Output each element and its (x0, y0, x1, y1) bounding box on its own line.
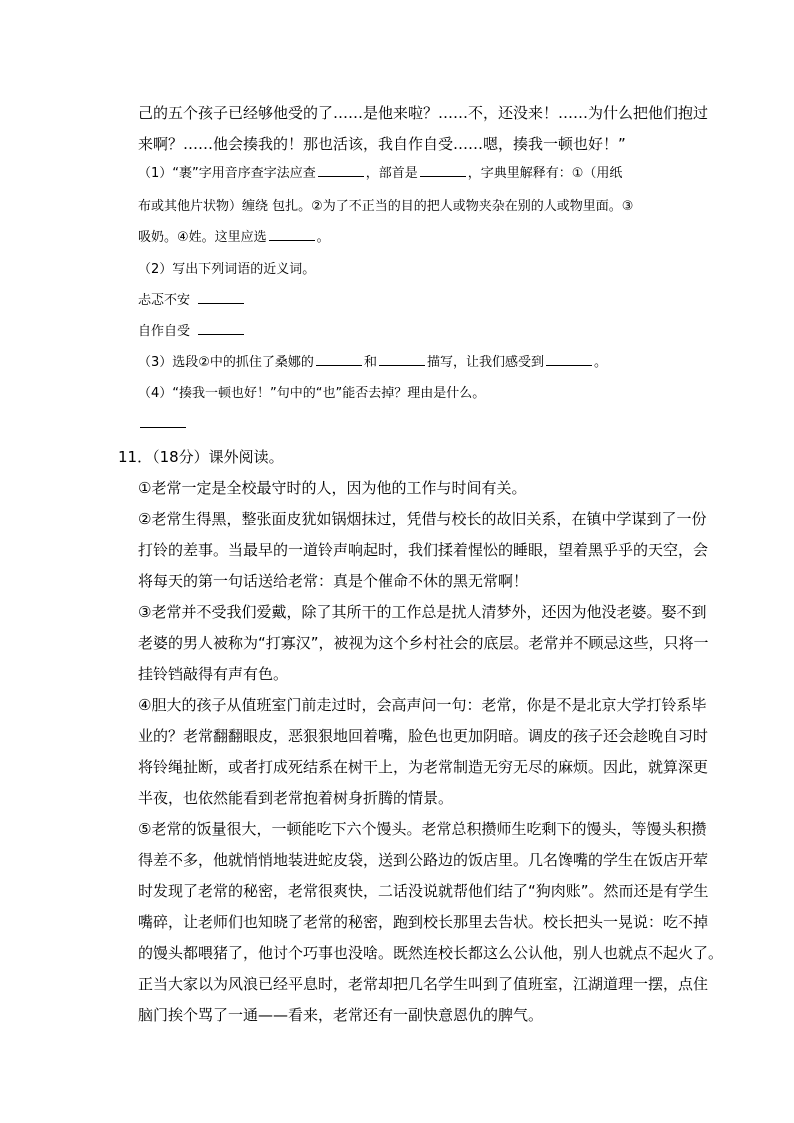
question-1 (138, 164, 622, 184)
line-text: 将每天的第一句话送给老常：真是个催命不休的黑无常啊！ (138, 572, 529, 590)
line-text: 得差不多，他就悄悄地装进蛇皮袋，送到公路边的饭店里。几名馋嘴的学生在饭店开荤 (138, 851, 709, 869)
line-text: ②老常生得黑，整张面皮犹如锅烟抹过，凭借与校长的故旧关系，在镇中学谋到了一份 (138, 510, 707, 528)
paragraph-2-line-1 (138, 509, 706, 529)
paragraph-2-line-3 (138, 571, 528, 591)
question-1-end (138, 228, 330, 248)
paragraph-5-line-4 (138, 912, 708, 932)
paragraph-3-line-2 (138, 633, 709, 653)
question-4-answer (138, 415, 188, 435)
line-text: 的馒头都喂猪了，他讨个巧事也没啥。既然连校长都这么公认他，别人也就点不起火了。 (138, 944, 724, 962)
line-text: 业的？老常翻翻眼皮，恶狠狠地回着嘴，脸色也更加阴暗。调皮的孩子还会趁晚自习时 (138, 727, 709, 745)
word-item-1 (138, 291, 246, 311)
line-text: 己的五个孩子已经够他受的了……是他来啦？……不，还没来！……为什么把他们抱过 (138, 104, 709, 122)
answer-blank[interactable] (198, 302, 244, 304)
line-text: ①老常一定是全校最守时的人，因为他的工作与时间有关。 (138, 479, 527, 497)
answer-blank[interactable] (198, 333, 244, 335)
question-3 (138, 353, 607, 373)
line-text: 来啊？……他会揍我的！那也活该，我自作自受……嗯，揍我一顿也好！” (138, 135, 626, 153)
line-text: 11．（18分）课外阅读。 (118, 448, 284, 466)
line-text: 描写，让我们感受到 (426, 355, 544, 370)
question-1-continued (138, 197, 633, 217)
line-text: 挂铃铛敲得有声有色。 (138, 665, 289, 683)
line-text: 时发现了老常的秘密，老常很爽快，二话没说就帮他们结了“狗肉账”。然而还是有学生 (138, 882, 709, 900)
section-heading (118, 447, 284, 467)
answer-blank[interactable] (546, 364, 592, 366)
text-line-1 (138, 103, 708, 123)
word-item-2 (138, 322, 246, 342)
question-4 (138, 384, 485, 404)
paragraph-5-line-7 (138, 1005, 543, 1025)
paragraph-5-line-2 (138, 850, 708, 870)
text-line-2 (138, 134, 626, 154)
line-text: ，部首是 (365, 166, 418, 181)
answer-blank[interactable] (379, 364, 425, 366)
line-text: 正当大家以为风浪已经平息时，老常却把几名学生叫到了值班室，江湖道理一摆，点住 (138, 975, 709, 993)
line-text: 脑门挨个骂了一通——看来，老常还有一副快意恩仇的脾气。 (138, 1006, 544, 1024)
line-text: 吸奶。④姓。这里应选 (138, 230, 267, 245)
paragraph-3-line-1 (138, 602, 706, 622)
line-text: ，字典里解释有：①（用纸 (467, 166, 623, 181)
line-text: 打铃的差事。当最早的一道铃声响起时，我们揉着惺忪的睡眼，望着黑乎乎的天空，会 (138, 541, 709, 559)
answer-blank[interactable] (316, 364, 362, 366)
paragraph-4-line-1 (138, 695, 706, 715)
line-text: 老婆的男人被称为“打寡汉”，被视为这个乡村社会的底层。老常并不顾忌这些，只将一 (138, 634, 709, 652)
line-text: 半夜，也依然能看到老常抱着树身折腾的情景。 (138, 789, 454, 807)
paragraph-4-line-4 (138, 788, 453, 808)
line-text: 和 (363, 355, 377, 370)
paragraph-4-line-3 (138, 757, 708, 777)
line-text: 布或其他片状物）缠绕 包扎。②为了不正当的目的把人或物夹杂在别的人或物里面。③ (138, 199, 634, 214)
line-text: 嘴碎，让老师们也知晓了老常的秘密，跑到校长那里去告状。校长把头一晃说：吃不掉 (138, 913, 709, 931)
question-2 (138, 260, 315, 280)
line-text: 。 (593, 355, 607, 370)
line-text: ③老常并不受我们爱戴，除了其所干的工作总是扰人清梦外，还因为他没老婆。娶不到 (138, 603, 707, 621)
line-text: 自作自受 (138, 324, 191, 339)
line-text: 忐忑不安 (138, 293, 191, 308)
line-text: （4）“揍我一顿也好！”句中的“也”能否去掉？理由是什么。 (138, 386, 486, 401)
answer-blank[interactable] (318, 175, 364, 177)
paragraph-1 (138, 478, 526, 498)
paragraph-5-line-3 (138, 881, 709, 901)
paragraph-4-line-2 (138, 726, 708, 746)
line-text: （3）选段②中的抓住了桑娜的 (138, 355, 314, 370)
line-text: 。 (316, 230, 330, 245)
paragraph-3-line-3 (138, 664, 288, 684)
answer-blank[interactable] (420, 175, 466, 177)
line-text: ⑤老常的饭量很大，一顿能吃下六个馒头。老常总积攒师生吃剩下的馒头，等馒头积攒 (138, 820, 707, 838)
paragraph-5-line-5 (138, 943, 723, 963)
paragraph-5-line-1 (138, 819, 706, 839)
line-text: ④胆大的孩子从值班室门前走过时，会高声问一句：老常，你是不是北京大学打铃系毕 (138, 696, 707, 714)
answer-blank[interactable] (269, 239, 315, 241)
answer-blank[interactable] (140, 426, 186, 428)
line-text: （1）“裹”字用音序查字法应查 (138, 166, 316, 181)
line-text: （2）写出下列词语的近义词。 (138, 262, 316, 277)
line-text: 将铃绳扯断，或者打成死结系在树干上，为老常制造无穷无尽的麻烦。因此，就算深更 (138, 758, 709, 776)
paragraph-5-line-6 (138, 974, 708, 994)
paragraph-2-line-2 (138, 540, 708, 560)
